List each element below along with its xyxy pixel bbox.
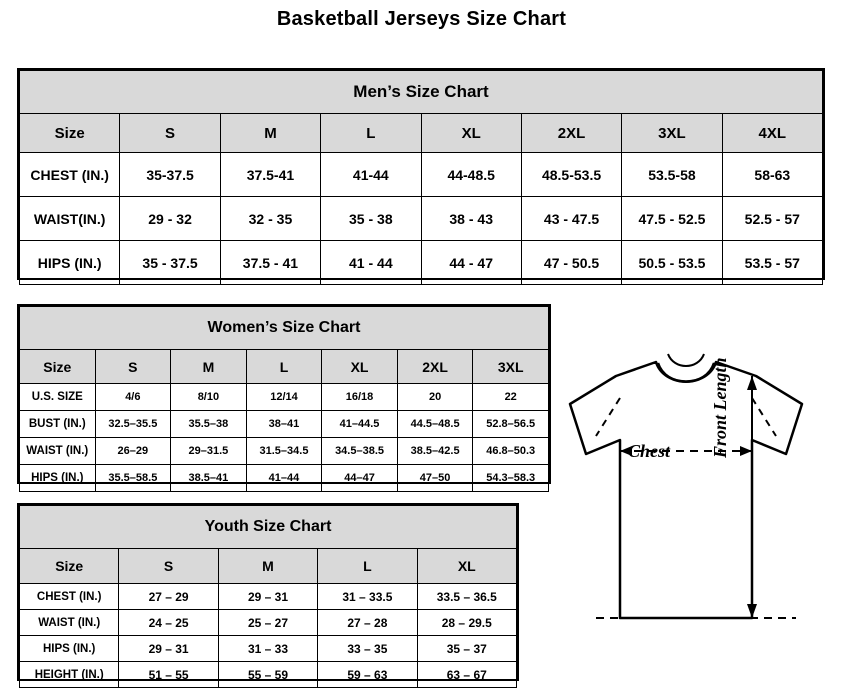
table-row	[20, 438, 549, 465]
chest-measure-label: Chest	[628, 441, 671, 461]
table-row	[20, 662, 517, 688]
womens-waist-3xl: 46.8–50.3	[473, 438, 549, 465]
womens-row-label-us-size: U.S. SIZE	[20, 384, 96, 411]
jersey-neck-top	[668, 354, 704, 366]
table-row	[20, 584, 517, 610]
youth-header-xl: XL	[417, 549, 516, 584]
youth-chest-s: 27 – 29	[119, 584, 218, 610]
youth-height-m: 55 – 59	[218, 662, 317, 688]
womens-us-size-xl: 16/18	[322, 384, 398, 411]
mens-size-table	[19, 70, 823, 285]
youth-waist-xl: 28 – 29.5	[417, 610, 516, 636]
youth-header-s: S	[119, 549, 218, 584]
youth-header-l: L	[318, 549, 417, 584]
mens-row-label-chest: CHEST (IN.)	[20, 153, 120, 197]
table-band-row	[20, 307, 549, 350]
womens-waist-2xl: 38.5–42.5	[397, 438, 473, 465]
page-title: Basketball Jerseys Size Chart	[276, 8, 567, 30]
mens-hips-2xl: 47 - 50.5	[521, 241, 621, 285]
table-row	[20, 636, 517, 662]
table-band-row	[20, 506, 517, 549]
womens-us-size-m: 8/10	[171, 384, 247, 411]
womens-waist-l: 31.5–34.5	[246, 438, 322, 465]
mens-header-size: Size	[20, 114, 120, 153]
youth-hips-m: 31 – 33	[218, 636, 317, 662]
table-band-row	[20, 71, 823, 114]
womens-us-size-l: 12/14	[246, 384, 322, 411]
table-row	[20, 610, 517, 636]
womens-hips-s: 35.5–58.5	[95, 465, 171, 492]
mens-header-m: M	[220, 114, 320, 153]
mens-waist-m: 32 - 35	[220, 197, 320, 241]
womens-header-l: L	[246, 350, 322, 384]
mens-chest-2xl: 48.5-53.5	[521, 153, 621, 197]
mens-chart-band-title: Men’s Size Chart	[20, 71, 823, 114]
youth-waist-m: 25 – 27	[218, 610, 317, 636]
youth-waist-s: 24 – 25	[119, 610, 218, 636]
womens-bust-m: 35.5–38	[171, 411, 247, 438]
jersey-outline	[570, 362, 802, 618]
mens-header-l: L	[321, 114, 421, 153]
table-header-row	[20, 549, 517, 584]
youth-row-label-height: HEIGHT (IN.)	[20, 662, 119, 688]
mens-waist-l: 35 - 38	[321, 197, 421, 241]
mens-hips-l: 41 - 44	[321, 241, 421, 285]
table-row	[20, 241, 823, 285]
womens-hips-l: 41–44	[246, 465, 322, 492]
womens-header-2xl: 2XL	[397, 350, 473, 384]
womens-header-size: Size	[20, 350, 96, 384]
mens-chest-s: 35-37.5	[120, 153, 220, 197]
mens-waist-s: 29 - 32	[120, 197, 220, 241]
womens-waist-s: 26–29	[95, 438, 171, 465]
womens-waist-m: 29–31.5	[171, 438, 247, 465]
mens-waist-4xl: 52.5 - 57	[722, 197, 822, 241]
youth-row-label-chest: CHEST (IN.)	[20, 584, 119, 610]
womens-hips-m: 38.5–41	[171, 465, 247, 492]
womens-hips-2xl: 47–50	[397, 465, 473, 492]
table-row	[20, 411, 549, 438]
womens-bust-2xl: 44.5–48.5	[397, 411, 473, 438]
womens-row-label-bust: BUST (IN.)	[20, 411, 96, 438]
youth-size-chart	[17, 503, 519, 681]
youth-chart-band-title: Youth Size Chart	[20, 506, 517, 549]
youth-row-label-hips: HIPS (IN.)	[20, 636, 119, 662]
womens-chart-band-title: Women’s Size Chart	[20, 307, 549, 350]
mens-hips-s: 35 - 37.5	[120, 241, 220, 285]
womens-waist-xl: 34.5–38.5	[322, 438, 398, 465]
womens-bust-l: 38–41	[246, 411, 322, 438]
youth-hips-s: 29 – 31	[119, 636, 218, 662]
youth-height-xl: 63 – 67	[417, 662, 516, 688]
mens-chest-xl: 44-48.5	[421, 153, 521, 197]
youth-hips-l: 33 – 35	[318, 636, 417, 662]
womens-header-m: M	[171, 350, 247, 384]
mens-header-xl: XL	[421, 114, 521, 153]
mens-hips-xl: 44 - 47	[421, 241, 521, 285]
table-row	[20, 384, 549, 411]
table-header-row	[20, 350, 549, 384]
youth-waist-l: 27 – 28	[318, 610, 417, 636]
table-row	[20, 197, 823, 241]
womens-row-label-hips: HIPS (IN.)	[20, 465, 96, 492]
womens-bust-xl: 41–44.5	[322, 411, 398, 438]
front-length-measure-label: Front Length	[710, 357, 730, 458]
womens-hips-3xl: 54.3–58.3	[473, 465, 549, 492]
mens-chest-l: 41-44	[321, 153, 421, 197]
womens-size-table	[19, 306, 549, 492]
youth-chest-m: 29 – 31	[218, 584, 317, 610]
mens-header-4xl: 4XL	[722, 114, 822, 153]
youth-size-table	[19, 505, 517, 688]
mens-header-2xl: 2XL	[521, 114, 621, 153]
mens-chest-m: 37.5-41	[220, 153, 320, 197]
youth-height-l: 59 – 63	[318, 662, 417, 688]
youth-chest-xl: 33.5 – 36.5	[417, 584, 516, 610]
mens-row-label-hips: HIPS (IN.)	[20, 241, 120, 285]
womens-size-chart	[17, 304, 551, 484]
mens-row-label-waist: WAIST(IN.)	[20, 197, 120, 241]
jersey-illustration-icon	[556, 348, 836, 683]
youth-row-label-waist: WAIST (IN.)	[20, 610, 119, 636]
womens-us-size-3xl: 22	[473, 384, 549, 411]
youth-chest-l: 31 – 33.5	[318, 584, 417, 610]
womens-hips-xl: 44–47	[322, 465, 398, 492]
womens-header-s: S	[95, 350, 171, 384]
mens-size-chart	[17, 68, 825, 280]
table-header-row	[20, 114, 823, 153]
youth-height-s: 51 – 55	[119, 662, 218, 688]
mens-waist-xl: 38 - 43	[421, 197, 521, 241]
womens-us-size-2xl: 20	[397, 384, 473, 411]
womens-us-size-s: 4/6	[95, 384, 171, 411]
mens-waist-3xl: 47.5 - 52.5	[622, 197, 722, 241]
mens-header-3xl: 3XL	[622, 114, 722, 153]
table-row	[20, 465, 549, 492]
mens-chest-4xl: 58-63	[722, 153, 822, 197]
youth-header-size: Size	[20, 549, 119, 584]
womens-row-label-waist: WAIST (IN.)	[20, 438, 96, 465]
mens-waist-2xl: 43 - 47.5	[521, 197, 621, 241]
mens-hips-3xl: 50.5 - 53.5	[622, 241, 722, 285]
youth-hips-xl: 35 – 37	[417, 636, 516, 662]
shirt-measurement-diagram	[556, 348, 836, 683]
mens-hips-4xl: 53.5 - 57	[722, 241, 822, 285]
womens-bust-3xl: 52.8–56.5	[473, 411, 549, 438]
womens-header-3xl: 3XL	[473, 350, 549, 384]
table-row	[20, 153, 823, 197]
mens-chest-3xl: 53.5-58	[622, 153, 722, 197]
mens-hips-m: 37.5 - 41	[220, 241, 320, 285]
mens-header-s: S	[120, 114, 220, 153]
youth-header-m: M	[218, 549, 317, 584]
womens-header-xl: XL	[322, 350, 398, 384]
womens-bust-s: 32.5–35.5	[95, 411, 171, 438]
